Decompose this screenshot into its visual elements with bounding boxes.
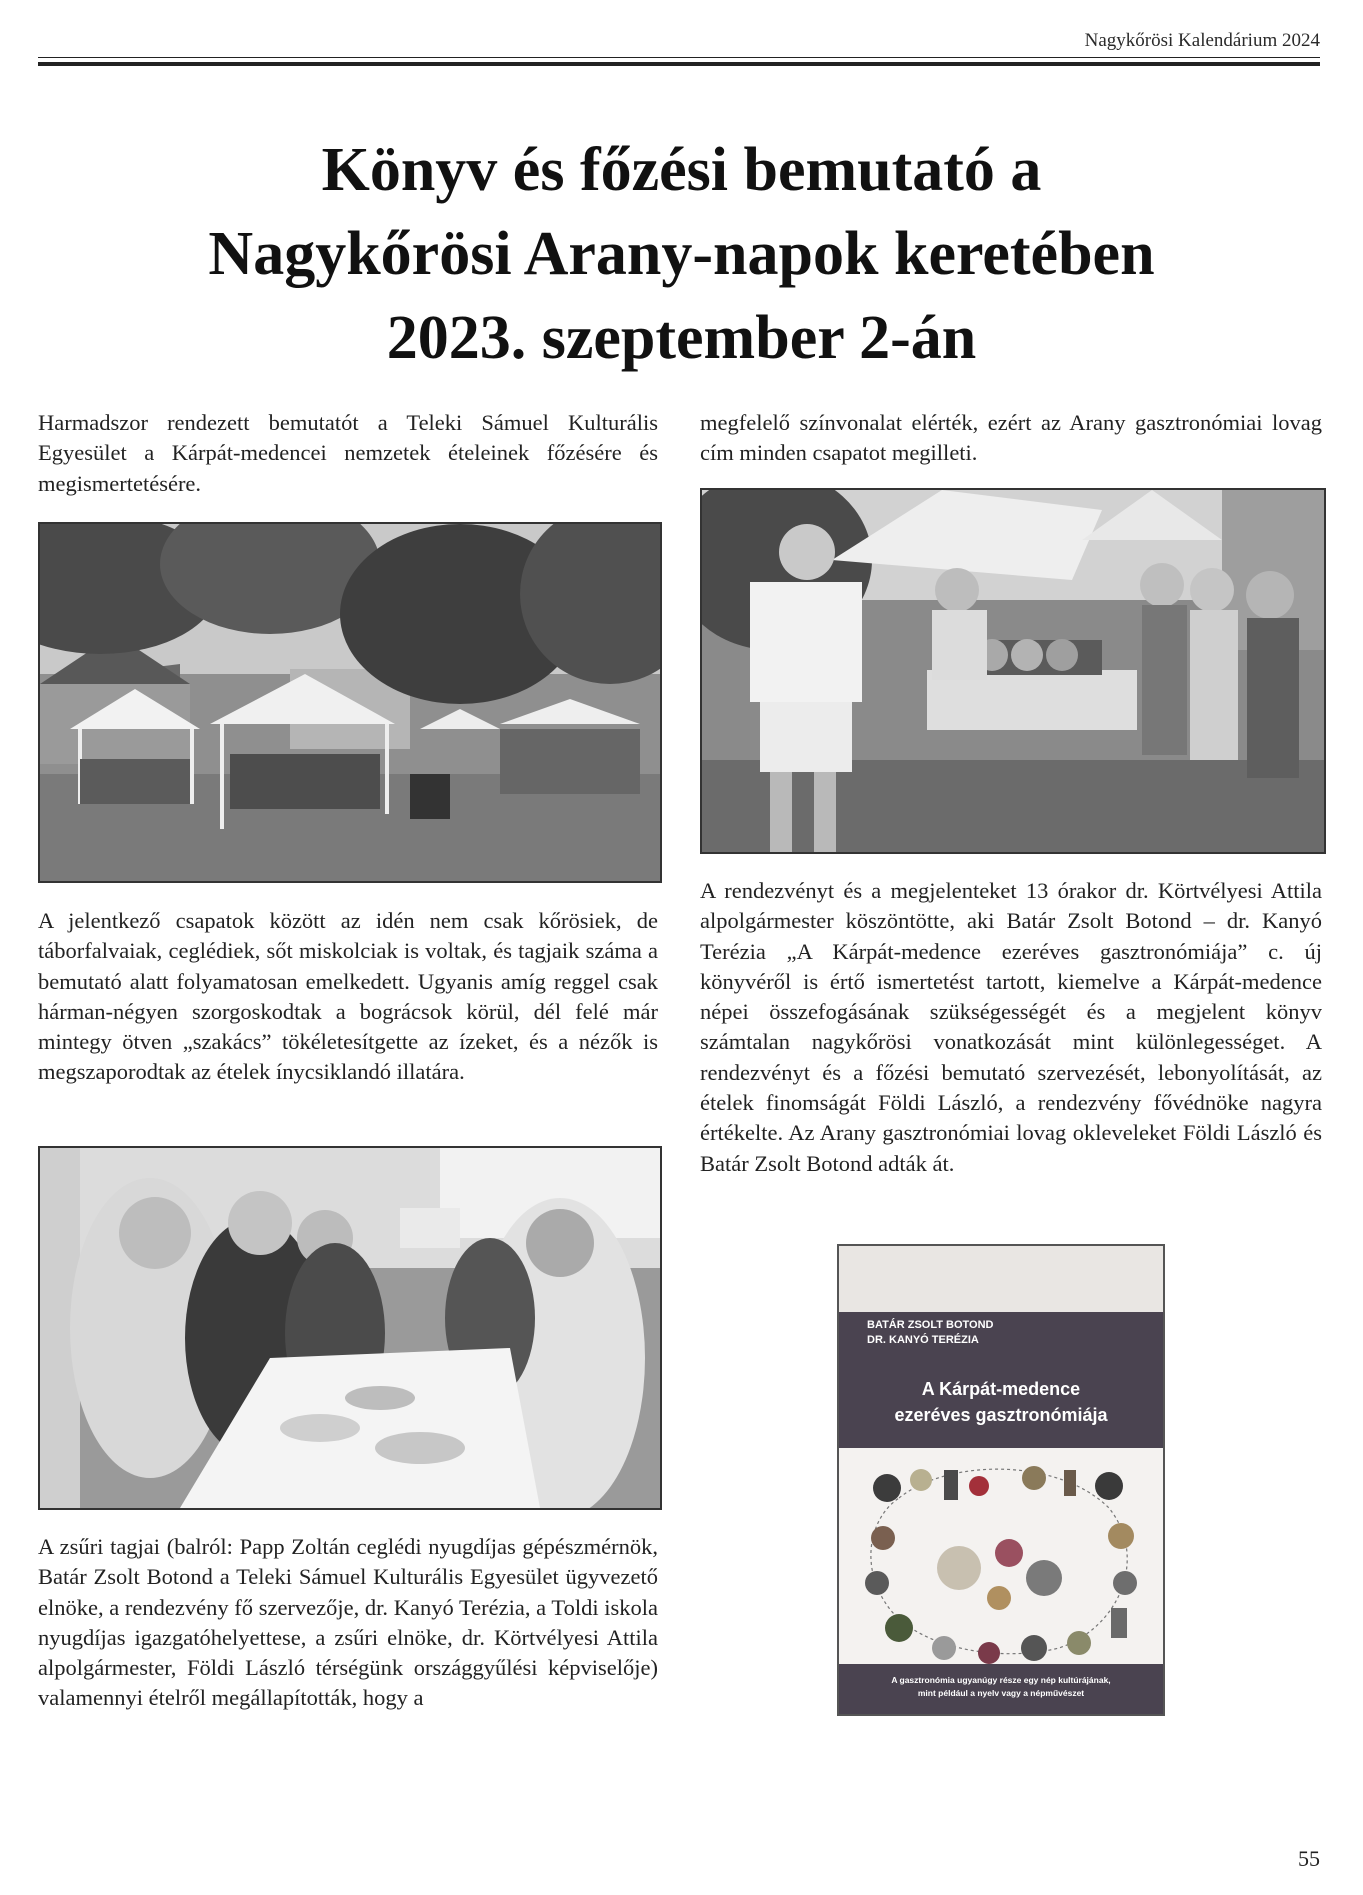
title-line-3: 2023. szeptember 2-án [386,304,977,372]
intro-paragraph [38,408,658,499]
paragraph-event-text: A rendezvényt és a megjelenteket 13 órakor dr. Körtvélyesi Attila alpolgármester köszöntötte, aki Batár Zsolt Botond – dr. Kanyó Terézia „A Kárpát-medence ezeréves gasztronómiája” c. új könyvéről is értő ismertetést tartott, kiemelve a Kárpát-medence népei összefogásának szükségességét és a megjelent könyv számtalan nagykőrösi vonatkozását mint különlegességet. A rendezvényt és a főzési bemutató szervezését, lebonyolítását, az ételek finomságát Földi László, a rendezvény fővédnöke nagyra értékelte. Az Arany gasztronómiai lovag okleveleket Földi László és Batár Zsolt Botond adták át. [700,878,1322,1176]
header-rule-thin [38,57,1320,58]
book-title-line-2: ezeréves gasztronómiája [894,1405,1108,1425]
header-rule-thick [38,62,1320,66]
book-author-1: BATÁR ZSOLT BOTOND [867,1319,994,1331]
title-line-1: Könyv és főzési bemutató a [321,136,1042,204]
book-cover-top [839,1246,1163,1316]
jury-paragraph [38,1532,658,1714]
continuation-paragraph [700,408,1322,469]
book-author-2: DR. KANYÓ TERÉZIA [867,1334,979,1346]
teams-paragraph [38,906,658,1088]
event-paragraph [700,876,1322,1179]
title-line-2: Nagykőrösi Arany-napok keretében [208,220,1155,288]
book-cover-food-illustration [859,1458,1143,1668]
running-head: Nagykőrösi Kalendárium 2024 [1084,30,1320,51]
paragraph-intro-text: Harmadszor rendezett bemutatót a Teleki Sámuel Kulturális Egyesület a Kárpát-medencei nemzetek ételeinek főzésére és megismertetésére. [38,410,658,496]
book-quote-line-2: mint például a nyelv vagy a népművészet [917,1688,1085,1698]
book-authors [867,1318,994,1348]
book-quote-line-1: A gasztronómia ugyanúgy része egy nép kultúrájának, [891,1675,1111,1685]
book-cover-quote [839,1664,1163,1714]
paragraph-jury-text: A zsűri tagjai (balról: Papp Zoltán ceglédi nyugdíjas gépészmérnök, Batár Zsolt Botond a Teleki Sámuel Kulturális Egyesület ügyvezető elnöke, a rendezvény fő szervezője, dr. Kanyó Terézia, a Toldi iskola nyugdíjas igazgatóhelyettese, a zsűri elnöke, dr. Körtvélyesi Attila alpolgármester, Földi László térségünk országgyűlési képviselője) valamennyi ételről megállapították, hogy a [38,1534,658,1711]
paragraph-continuation-text: megfelelő színvonalat elérték, ezért az Arany gasztronómiai lovag cím minden csapatot megilleti. [700,410,1322,466]
book-title-line-1: A Kárpát-medence [921,1379,1081,1399]
book-title [839,1376,1163,1428]
photo-tents-park [38,522,662,883]
page-number: 55 [1298,1846,1320,1871]
photo-speaker-microphone [700,488,1326,854]
photo-jury-table [38,1146,662,1510]
article-title [60,128,1303,380]
book-cover [837,1244,1165,1716]
paragraph-teams-text: A jelentkező csapatok között az idén nem csak kőrösiek, de táborfalvaiak, ceglédiek, sőt miskolciak is voltak, és tagjaik száma a bemutató alatt folyamatosan emelkedett. Ugyanis amíg reggel csak hárman-négyen szorgoskodtak a bográcsok körül, dél felé már mintegy ötven „szakács” tökéletesítgette az ízeket, és a nézők is megszaporodtak az ételek ínycsiklandó illatára. [38,908,658,1085]
